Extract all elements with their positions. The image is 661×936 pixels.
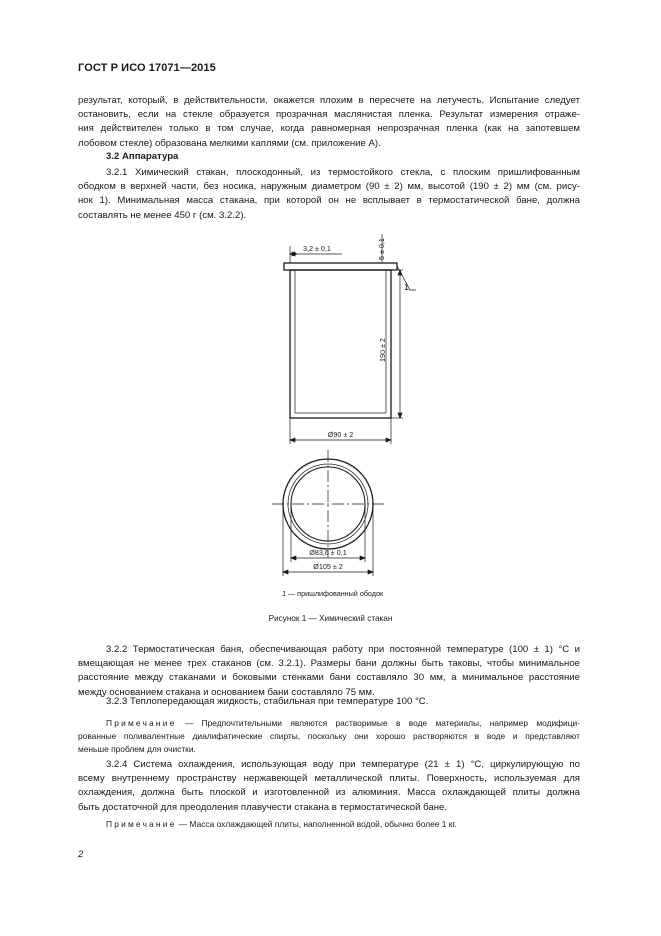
text-line: всему внутреннему пространству нержавеющей металлической плиты. Поверхность, используемая для — [78, 773, 580, 785]
section-title: 3.2 Аппаратура — [106, 151, 179, 162]
note-2 — [78, 818, 580, 831]
note-label: Примечание — [106, 718, 177, 728]
paragraph-3-2-2 — [78, 643, 580, 700]
text-line: — Предпочтительными являются растворимые в воде материалы, например модифици- — [176, 718, 580, 728]
text-line: остановить, если на стекле образуется прозрачная маслянистая пленка. Результат измерения отраже- — [78, 109, 580, 121]
text-line: меньше проблем для очистки. — [78, 744, 196, 755]
figure-caption: Рисунок 1 — Химический стакан — [268, 614, 393, 623]
legend-number: 1 — [282, 589, 286, 598]
text-line: между основанием стакана и основанием бани составляло 75 мм. — [78, 686, 375, 698]
intro-paragraph — [78, 94, 580, 151]
legend-text: — пришлифованный ободок — [286, 589, 384, 598]
text-line: результат, который, в действительности, окажется плохим в пересчете на летучесть. Испытание следует — [78, 95, 580, 106]
paragraph-3-2-3 — [78, 695, 580, 709]
text-line: ния действителен только в том случае, когда равномерная непрозрачная пленка (как на запотевшем — [78, 123, 580, 135]
callout-label: 1 — [404, 282, 410, 292]
text-line: охлаждения, должна быть плоской и изготовленной из алюминия. Масса охлаждающей плиты должна — [78, 787, 580, 799]
figure-legend — [282, 589, 383, 598]
page-number: 2 — [78, 849, 84, 860]
text-line: — Масса охлаждающей плиты, наполненной водой, обычно более 1 кг. — [176, 819, 457, 829]
text-line: ободком в верхней части, без носика, наружным диаметром (90 ± 2) мм, высотой (190 ± 2) мм (см. рису- — [78, 181, 580, 193]
text-line: составлять не менее 450 г (см. 3.2.2). — [78, 209, 247, 221]
text-line: 3.2.3 Теплопередающая жидкость, стабильная при температуре 100 °C. — [106, 696, 429, 707]
text-line: вмещающая не менее трех стаканов (см. 3.2.1). Размеры бани должны быть таковы, чтобы минимальное — [78, 658, 580, 670]
body-outline — [290, 270, 391, 418]
text-line: нок 1). Минимальная масса стакана, при которой он не всплывает в термостатической бане, должна — [78, 195, 580, 207]
document-header: ГОСТ Р ИСО 17071—2015 — [78, 62, 216, 74]
dim-rim-width: 3,2 ± 0,1 — [303, 244, 331, 253]
paragraph-3-2-4 — [78, 758, 580, 815]
note-1 — [78, 717, 580, 757]
dim-inner-diameter: Ø83,6 ± 0,1 — [309, 548, 347, 557]
text-line: рованные поливалентные диалифатические спирты, поскольку они хорошо растворяются в воде и представляют — [78, 731, 580, 742]
dim-height: 190 ± 2 — [378, 338, 387, 362]
rim-outline — [284, 263, 397, 270]
paragraph-3-2-1 — [78, 166, 580, 223]
text-line: 3.2.4 Система охлаждения, использующая воду при температуре (21 ± 1) °C, циркулирующую по — [106, 759, 580, 770]
text-line: 3.2.1 Химический стакан, плоскодонный, из термостойкого стекла, с плоским пришлифованным — [106, 167, 580, 178]
text-line: расстояние между стаканами и боковыми стенками бани составляло 30 мм, а минимальное расстояние — [78, 672, 580, 684]
text-line: 3.2.2 Термостатическая баня, обеспечивающая работу при постоянной температуре (100 ± 1) °C и — [106, 644, 580, 655]
note-label: Примечание — [106, 819, 177, 829]
text-line: быть достаточной для преодоления плавучести стакана в термостатической бане. — [78, 801, 448, 813]
dim-rim-height: 5 ± 0,1 — [377, 238, 386, 260]
dim-rim-diameter: Ø105 ± 2 — [313, 562, 343, 571]
dim-outer-diameter: Ø90 ± 2 — [327, 430, 354, 439]
text-line: лобовом стекле) образована мелкими каплями (см. приложение А). — [78, 137, 381, 149]
beaker-drawing — [260, 232, 420, 580]
